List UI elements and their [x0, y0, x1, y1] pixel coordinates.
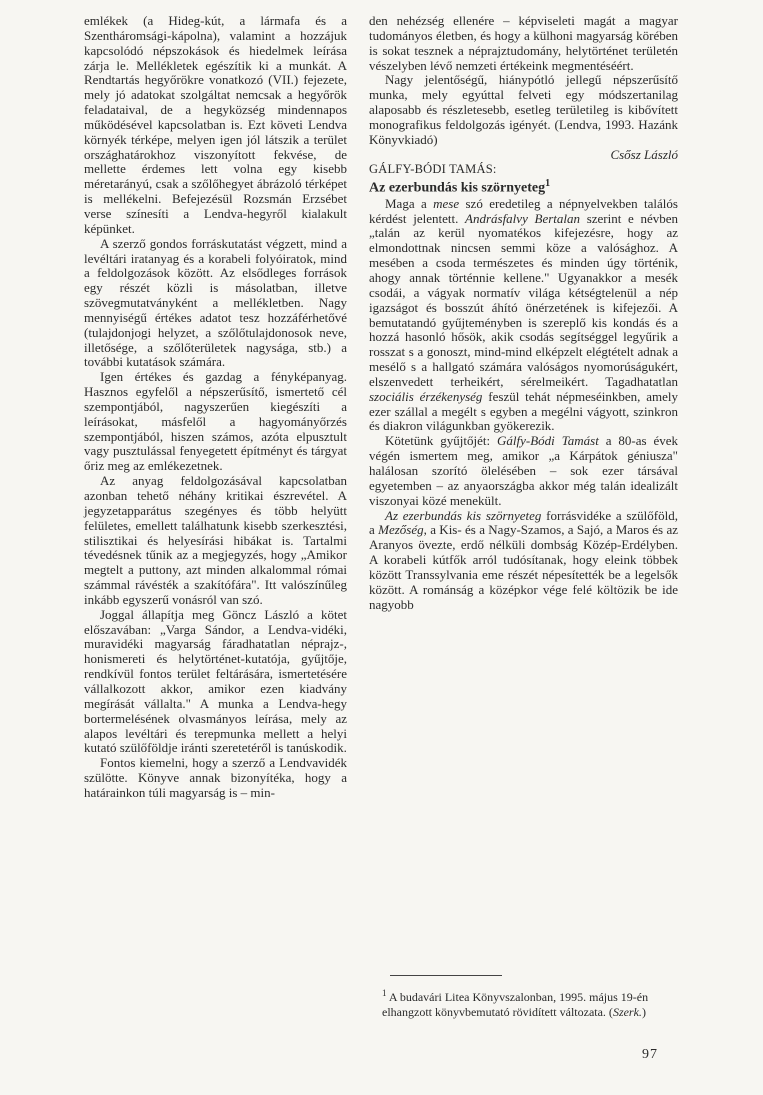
- italic-author-name: Gálfy-Bódi Tamást: [497, 433, 599, 449]
- article-title-text: Az ezerbundás kis szörnyeteg: [369, 180, 546, 196]
- right-column: [369, 14, 678, 612]
- italic-book-title: Az ezerbundás kis szörnyeteg: [385, 507, 542, 523]
- article-paragraph-1: [369, 197, 678, 435]
- left-paragraph-1: emlékek (a Hideg-kút, a lármafa és a Szentháromsági-kápolna), valamint a hozzájuk kapcsolódó népszokások és hiedelmek leírása zárja le. Mellékletek egészítik ki a munkát. A Rendtartás hegyőrökre vonatkozó (VII.) fejezete, mely jó adatokat szolgáltat nemcsak a hegyőrök feladataival, de a hegyközség mindennapos működésével kapcsolatban is. Ezt követi Lendva környék térképe, melyen igen jól látszik a terület országhatárokhoz viszonyított fekvése, de mellette érdemes lett volna egy kisebb méretarányú, csak a szőlőhegyet ábrázoló térképet is mellékelni. Befejezésül Rozsmán Erzsébet verse színesíti a Lendva-hegyről kialakult képünket.: [84, 13, 347, 236]
- text-run: szerint e névben „talán az kerül nyomatékos kifejezésre, hogy az elmondottnak nincsen semmi köze a valósághoz. A mesében a csoda természetes és minden úgy történik, ahogy annak történnie kellene." Ugyanakkor a mesék csodái, a vágyak normatív világa kétségtelenül a nép igazságot és bosszút áhító önérzetének is kifejezői. A bemutatandó gyűjteményben is szereplő kis kondás és a hozzá hasonló hősök, akik csodás segítséggel legyűrik a rosszat s a gonoszt, mind-mind elképzelt elégtételt adnak a mesélő s a hallgató számára valóságos nyomorúságukért, elszenvedett terheikért, sérelmeikért. Tagadhatatlan: [369, 210, 678, 389]
- footnote-text: A budavári Litea Könyvszalonban, 1995. május 19-én elhangzott könyvbemutató rövidített változata. (: [382, 990, 649, 1019]
- text-run: forrásvidéke a szülőföld, a: [369, 507, 678, 538]
- left-paragraph-4: Az anyag feldolgozásával kapcsolatban azonban tehető néhány kritikai észrevétel. A jegyzetapparátus szegényes és több helyütt felületes, emellett találhatunk kisebb szerkesztési, stilisztikai és helyesírási hibákat is. Tartalmi tévedésnek tűnik az a megjegyzés, hogy „Amikor megtelt a puttony, azt minden alkalommal római számmal rávésték a szakítófára". Itt valószínűleg inkább egyszerű vonásról van szó.: [84, 473, 347, 607]
- text-run: a 80-as évek végén ismertem meg, amikor „a Kárpátok géniusza" halálosan szorító ölelésében – sok ezer társával egyetemben – az anyaországba akkor még talán idealizált viszonyai közé menekült.: [369, 433, 679, 508]
- left-paragraph-6: Fontos kiemelni, hogy a szerző a Lendvavidék szülötte. Könyve annak bizonyítéka, hogy a határainkon túli magyarság is – min-: [84, 755, 347, 800]
- left-column: [84, 14, 347, 801]
- article-title: [369, 177, 678, 197]
- article-author: GÁLFY-BÓDI TAMÁS:: [369, 162, 497, 177]
- footnote-mark: 1: [382, 988, 387, 998]
- left-paragraph-2: A szerző gondos forráskutatást végzett, mind a levéltári iratanyag és a korabeli folyóiratok, mind a feldolgozások között. Az elsődleges források egy részét közli is másolatban, illetve szövegmutatványként a mellékletben. Nagy mennyiségű értékes adatot tesz hozzáférhetővé (tulajdonjogi helyzet, a szőlőtulajdonosok neve, illetősége, a szőlőterületek nagysága, stb.) a további kutatások számára.: [84, 235, 347, 370]
- text-run: feszül tehát népmeséinkben, amely ezer szállal a megélt s egyben a megélni vágyott, szinkron és diakron világunkban gyökerezik.: [369, 388, 678, 434]
- article-paragraph-2: [369, 434, 678, 508]
- article-paragraph-3: [369, 509, 678, 613]
- italic-author-name: Andrásfalvy Bertalan: [465, 210, 581, 226]
- footnote: [382, 986, 672, 1020]
- text-run: , a Kis- és a Nagy-Szamos, a Sajó, a Maros és az Aranyos övezte, erdő nélküli dombság Közép-Erdélyben. A korabeli kútfők arról tudósítanak, hogy eleink többek között Transsylvania eme részét népesítették be a legelsők között. A románság a középkor vége felé költözik be ide nagyobb: [369, 522, 678, 612]
- footnote-divider: [390, 975, 502, 976]
- footnote-text-end: ): [641, 1005, 646, 1019]
- page-number: 97: [642, 1047, 658, 1062]
- right-paragraph-2: Nagy jelentőségű, hiánypótló jellegű népszerűsítő munka, mely egyúttal felveti egy módszertanilag alaposabb és részletesebb, esetleg területileg is kibővített monografikus feldolgozás igényét. (Lendva, 1993. Hazánk Könyvkiadó): [369, 72, 678, 147]
- right-paragraph-1: den nehézség ellenére – képviseleti magát a magyar tudományos életben, és hogy a külhoni magyarság körében is sokat tesznek a néprajztudomány, helytörténet területén vészelyben lévő nemzeti értékeink megmentéséért.: [369, 13, 678, 73]
- left-paragraph-3: Igen értékes és gazdag a fényképanyag. Hasznos egyfelől a népszerűsítő, ismertető cél szempontjából, nagyszerűen kiegészíti a leírásokat, másfelől a hagyományőrzés szempontjából, hiszen számos, azóta elpusztult vagy pusztulással fenyegetett építményt és tárgyat őriz meg az emlékezetnek.: [84, 369, 347, 474]
- footnote-editor-note: Szerk.: [612, 1005, 642, 1019]
- review-signature: Csősz László: [610, 146, 678, 162]
- left-paragraph-5: Joggal állapítja meg Göncz László a kötet előszavában: „Varga Sándor, a Lendva-vidéki, muravidéki magyarság fáradhatatlan néprajz-, honismereti és helytörténet-kutatója, gyűjtője, rendkívül fontos terület feltárására, ismertetésére vállalkozott akkor, amikor ezen kiadvány megírását vállalta." A munka a Lendva-hegy bortermelésének olvasmányos leírása, mely az alapos levéltári és terepmunka mellett a helyi kutató szülőföldje iránti szeretetéről is tanúskodik.: [84, 606, 347, 756]
- text-run: szó eredetileg a népnyelvekben találós kérdést jelentett.: [369, 195, 678, 226]
- italic-term: mese: [433, 195, 460, 211]
- title-footnote-mark[interactable]: 1: [545, 178, 551, 190]
- text-run: Maga a: [385, 195, 434, 211]
- italic-place-name: Mezőség: [378, 522, 424, 538]
- italic-term: szociális érzékenység: [369, 388, 483, 404]
- text-run: Kötetünk gyűjtőjét:: [385, 433, 498, 449]
